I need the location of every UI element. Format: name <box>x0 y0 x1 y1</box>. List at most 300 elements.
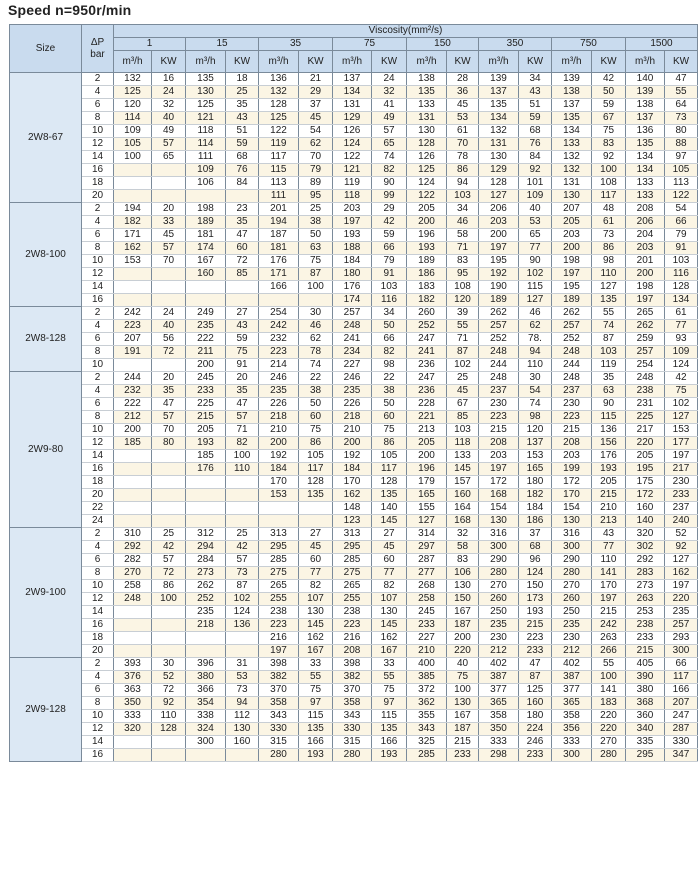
flow-cell <box>114 489 152 502</box>
flow-cell: 223 <box>552 411 592 424</box>
pressure-cell: 10 <box>82 125 114 138</box>
flow-cell: 212 <box>114 411 152 424</box>
flow-cell: 282 <box>114 554 152 567</box>
power-cell: 137 <box>519 437 552 450</box>
power-cell: 60 <box>372 554 407 567</box>
table-row <box>10 567 698 580</box>
power-cell: 68 <box>226 151 259 164</box>
flow-cell: 184 <box>333 463 372 476</box>
flow-cell: 358 <box>333 697 372 710</box>
power-unit-label: KW <box>665 51 698 73</box>
pressure-cell: 16 <box>82 463 114 476</box>
flow-cell: 217 <box>626 424 665 437</box>
flow-cell: 118 <box>186 125 226 138</box>
flow-cell: 135 <box>626 138 665 151</box>
flow-cell <box>114 294 152 307</box>
power-cell: 42 <box>665 372 698 385</box>
flow-cell: 133 <box>626 190 665 203</box>
power-cell <box>226 294 259 307</box>
flow-cell: 234 <box>333 346 372 359</box>
power-cell: 83 <box>447 554 479 567</box>
power-cell: 293 <box>665 632 698 645</box>
power-cell: 47 <box>152 398 186 411</box>
viscosity-value: 750 <box>552 38 626 51</box>
flow-cell: 382 <box>333 671 372 684</box>
power-cell: 61 <box>592 216 626 229</box>
power-cell: 53 <box>447 112 479 125</box>
flow-cell <box>259 515 299 528</box>
power-cell: 103 <box>447 190 479 203</box>
power-cell: 105 <box>665 164 698 177</box>
power-cell: 92 <box>152 697 186 710</box>
power-cell: 160 <box>447 489 479 502</box>
flow-cell <box>114 450 152 463</box>
power-cell: 166 <box>372 736 407 749</box>
flow-cell: 211 <box>186 346 226 359</box>
flow-cell: 292 <box>626 554 665 567</box>
power-cell: 70 <box>152 255 186 268</box>
power-cell: 187 <box>447 619 479 632</box>
power-cell: 59 <box>226 138 259 151</box>
power-cell: 145 <box>299 619 333 632</box>
flow-cell: 160 <box>186 268 226 281</box>
power-cell: 45 <box>447 99 479 112</box>
power-cell: 61 <box>447 125 479 138</box>
flow-cell: 294 <box>186 541 226 554</box>
power-cell: 34 <box>372 307 407 320</box>
power-cell: 88 <box>665 138 698 151</box>
flow-cell: 133 <box>552 138 592 151</box>
flow-cell: 277 <box>407 567 447 580</box>
power-cell: 55 <box>592 307 626 320</box>
flow-cell: 402 <box>552 658 592 671</box>
flow-cell: 376 <box>114 671 152 684</box>
power-cell: 117 <box>299 463 333 476</box>
power-cell: 153 <box>665 424 698 437</box>
flow-cell: 254 <box>259 307 299 320</box>
flow-cell: 137 <box>333 73 372 86</box>
flow-cell: 189 <box>186 216 226 229</box>
power-cell: 100 <box>299 281 333 294</box>
flow-cell: 210 <box>259 424 299 437</box>
flow-cell: 206 <box>626 216 665 229</box>
power-cell <box>152 619 186 632</box>
table-row <box>10 385 698 398</box>
flow-cell: 237 <box>552 385 592 398</box>
flow-cell: 189 <box>552 294 592 307</box>
flow-cell: 247 <box>407 372 447 385</box>
flow-cell: 174 <box>333 294 372 307</box>
pressure-cell: 22 <box>82 502 114 515</box>
flow-cell: 125 <box>186 99 226 112</box>
flow-cell: 238 <box>259 606 299 619</box>
power-cell: 94 <box>226 697 259 710</box>
power-cell <box>226 749 259 762</box>
flow-cell: 238 <box>333 606 372 619</box>
power-cell: 74 <box>519 398 552 411</box>
power-cell: 108 <box>592 177 626 190</box>
pump-size-cell: 2W9-128 <box>10 658 82 762</box>
power-cell: 46 <box>299 320 333 333</box>
table-row <box>10 86 698 99</box>
power-cell: 102 <box>226 593 259 606</box>
flow-cell <box>259 502 299 515</box>
flow-cell: 343 <box>259 710 299 723</box>
power-cell: 136 <box>226 619 259 632</box>
flow-cell: 316 <box>552 528 592 541</box>
viscosity-value: 350 <box>479 38 552 51</box>
power-cell: 116 <box>372 294 407 307</box>
table-row <box>10 372 698 385</box>
power-cell: 197 <box>592 593 626 606</box>
power-cell: 89 <box>299 177 333 190</box>
flow-cell: 249 <box>186 307 226 320</box>
flow-cell: 206 <box>479 203 519 216</box>
flow-cell: 155 <box>407 502 447 515</box>
flow-unit-label: m³/h <box>186 51 226 73</box>
power-cell: 103 <box>592 346 626 359</box>
flow-cell: 297 <box>407 541 447 554</box>
flow-cell: 402 <box>479 658 519 671</box>
flow-cell <box>114 632 152 645</box>
power-cell: 79 <box>372 255 407 268</box>
power-cell: 207 <box>665 697 698 710</box>
power-cell: 117 <box>665 671 698 684</box>
flow-cell: 370 <box>333 684 372 697</box>
flow-cell: 138 <box>626 99 665 112</box>
flow-cell: 131 <box>479 138 519 151</box>
power-cell: 130 <box>226 723 259 736</box>
flow-cell: 218 <box>259 411 299 424</box>
power-cell <box>152 359 186 372</box>
power-cell: 140 <box>372 502 407 515</box>
power-cell: 135 <box>592 294 626 307</box>
power-cell: 63 <box>299 242 333 255</box>
power-cell: 59 <box>519 112 552 125</box>
power-cell: 84 <box>226 177 259 190</box>
power-cell: 110 <box>592 268 626 281</box>
flow-cell: 236 <box>407 359 447 372</box>
power-cell: 280 <box>592 749 626 762</box>
flow-cell: 124 <box>333 138 372 151</box>
power-cell: 166 <box>665 684 698 697</box>
viscosity-value: 75 <box>333 38 407 51</box>
pressure-cell: 4 <box>82 671 114 684</box>
table-row <box>10 723 698 736</box>
flow-cell: 170 <box>259 476 299 489</box>
flow-cell: 128 <box>407 138 447 151</box>
power-cell: 300 <box>665 645 698 658</box>
power-cell: 98 <box>372 359 407 372</box>
flow-cell: 358 <box>259 697 299 710</box>
pressure-cell: 16 <box>82 164 114 177</box>
flow-cell: 280 <box>259 749 299 762</box>
power-cell: 67 <box>447 398 479 411</box>
power-cell: 103 <box>447 424 479 437</box>
flow-cell: 192 <box>479 268 519 281</box>
power-cell: 40 <box>519 203 552 216</box>
flow-cell: 377 <box>552 684 592 697</box>
power-cell: 84 <box>519 151 552 164</box>
power-cell: 65 <box>519 229 552 242</box>
power-cell: 57 <box>152 242 186 255</box>
power-cell: 57 <box>152 554 186 567</box>
power-cell: 91 <box>372 268 407 281</box>
flow-cell: 284 <box>186 554 226 567</box>
flow-cell: 335 <box>626 736 665 749</box>
viscosity-value: 1500 <box>626 38 698 51</box>
flow-cell: 204 <box>626 229 665 242</box>
power-cell: 193 <box>372 749 407 762</box>
power-unit-label: KW <box>226 51 259 73</box>
power-cell: 130 <box>447 580 479 593</box>
power-cell: 18 <box>226 73 259 86</box>
flow-cell: 248 <box>114 593 152 606</box>
power-cell <box>152 281 186 294</box>
power-cell: 91 <box>226 359 259 372</box>
power-cell: 167 <box>372 645 407 658</box>
power-cell: 45 <box>372 541 407 554</box>
table-row <box>10 359 698 372</box>
power-cell: 135 <box>299 723 333 736</box>
flow-unit-label: m³/h <box>479 51 519 73</box>
flow-cell: 185 <box>186 450 226 463</box>
power-cell: 58 <box>447 541 479 554</box>
flow-cell: 134 <box>552 125 592 138</box>
flow-cell: 260 <box>407 307 447 320</box>
power-cell: 35 <box>152 385 186 398</box>
power-cell <box>152 632 186 645</box>
power-cell: 27 <box>372 528 407 541</box>
power-cell: 42 <box>152 541 186 554</box>
power-cell: 124 <box>519 567 552 580</box>
power-cell <box>226 489 259 502</box>
power-cell: 93 <box>665 333 698 346</box>
flow-cell: 237 <box>479 385 519 398</box>
pressure-cell: 6 <box>82 333 114 346</box>
flow-cell: 207 <box>114 333 152 346</box>
power-cell: 25 <box>447 372 479 385</box>
power-cell: 25 <box>299 203 333 216</box>
power-cell: 74 <box>299 359 333 372</box>
power-cell: 215 <box>592 489 626 502</box>
power-cell: 180 <box>519 710 552 723</box>
power-cell: 68 <box>519 125 552 138</box>
flow-cell: 126 <box>333 125 372 138</box>
power-cell: 33 <box>372 658 407 671</box>
table-row <box>10 515 698 528</box>
flow-cell: 160 <box>626 502 665 515</box>
flow-cell: 191 <box>114 346 152 359</box>
flow-cell: 245 <box>407 606 447 619</box>
power-cell: 100 <box>592 164 626 177</box>
power-cell: 135 <box>372 723 407 736</box>
flow-cell: 254 <box>626 359 665 372</box>
power-cell: 230 <box>665 476 698 489</box>
flow-cell <box>114 164 152 177</box>
power-cell: 220 <box>592 723 626 736</box>
flow-cell: 382 <box>259 671 299 684</box>
flow-cell: 170 <box>333 476 372 489</box>
power-cell: 59 <box>372 229 407 242</box>
power-cell: 134 <box>665 294 698 307</box>
flow-cell: 200 <box>114 424 152 437</box>
flow-cell: 140 <box>626 515 665 528</box>
power-cell: 77 <box>665 320 698 333</box>
power-cell: 73 <box>592 229 626 242</box>
power-cell: 153 <box>519 450 552 463</box>
power-cell: 35 <box>226 385 259 398</box>
flow-cell: 193 <box>333 229 372 242</box>
pressure-cell: 12 <box>82 138 114 151</box>
flow-cell: 313 <box>333 528 372 541</box>
power-cell: 57 <box>152 411 186 424</box>
flow-cell: 315 <box>333 736 372 749</box>
flow-unit-label: m³/h <box>333 51 372 73</box>
power-cell: 125 <box>519 684 552 697</box>
power-cell: 128 <box>372 476 407 489</box>
pressure-cell: 16 <box>82 749 114 762</box>
flow-cell: 196 <box>407 463 447 476</box>
power-cell: 62 <box>519 320 552 333</box>
flow-cell: 315 <box>259 736 299 749</box>
power-cell: 60 <box>299 554 333 567</box>
power-cell: 40 <box>447 658 479 671</box>
flow-cell: 400 <box>407 658 447 671</box>
flow-cell: 225 <box>186 398 226 411</box>
flow-cell: 252 <box>479 333 519 346</box>
performance-table <box>9 24 698 762</box>
flow-cell: 118 <box>333 190 372 203</box>
flow-cell: 285 <box>333 554 372 567</box>
power-cell: 35 <box>226 216 259 229</box>
power-cell: 122 <box>665 190 698 203</box>
flow-cell: 248 <box>552 372 592 385</box>
flow-cell <box>114 749 152 762</box>
power-cell: 67 <box>592 112 626 125</box>
flow-cell: 248 <box>479 372 519 385</box>
power-cell: 27 <box>226 307 259 320</box>
power-cell: 186 <box>519 515 552 528</box>
table-row <box>10 99 698 112</box>
flow-cell: 197 <box>479 463 519 476</box>
power-cell: 24 <box>372 73 407 86</box>
flow-cell: 210 <box>407 645 447 658</box>
power-cell: 75 <box>372 684 407 697</box>
power-cell: 130 <box>299 606 333 619</box>
flow-cell: 287 <box>407 554 447 567</box>
flow-cell: 262 <box>186 580 226 593</box>
power-cell: 43 <box>226 320 259 333</box>
viscosity-values-row <box>10 38 698 51</box>
flow-cell: 122 <box>333 151 372 164</box>
power-cell: 30 <box>519 372 552 385</box>
flow-cell: 128 <box>479 177 519 190</box>
flow-cell: 222 <box>186 333 226 346</box>
flow-cell: 325 <box>407 736 447 749</box>
flow-cell: 405 <box>626 658 665 671</box>
power-cell: 215 <box>447 736 479 749</box>
power-cell <box>226 515 259 528</box>
flow-cell: 350 <box>114 697 152 710</box>
power-cell: 97 <box>665 151 698 164</box>
flow-cell: 114 <box>186 138 226 151</box>
flow-cell: 119 <box>259 138 299 151</box>
flow-cell: 387 <box>552 671 592 684</box>
flow-cell: 262 <box>479 307 519 320</box>
power-cell <box>299 502 333 515</box>
power-cell: 42 <box>592 73 626 86</box>
power-cell: 54 <box>519 385 552 398</box>
flow-cell: 218 <box>333 411 372 424</box>
pressure-cell: 14 <box>82 450 114 463</box>
power-cell: 30 <box>299 307 333 320</box>
power-cell: 22 <box>299 372 333 385</box>
power-cell: 193 <box>519 606 552 619</box>
power-cell: 102 <box>519 268 552 281</box>
flow-cell: 223 <box>114 320 152 333</box>
flow-cell: 338 <box>186 710 226 723</box>
flow-cell: 365 <box>552 697 592 710</box>
flow-cell: 137 <box>479 86 519 99</box>
power-cell: 82 <box>226 437 259 450</box>
flow-cell: 368 <box>626 697 665 710</box>
flow-cell: 198 <box>552 255 592 268</box>
flow-cell: 203 <box>552 229 592 242</box>
flow-cell: 226 <box>333 398 372 411</box>
flow-cell: 201 <box>626 255 665 268</box>
power-cell: 200 <box>447 632 479 645</box>
power-cell: 110 <box>152 710 186 723</box>
power-cell: 184 <box>519 502 552 515</box>
flow-cell: 189 <box>407 255 447 268</box>
flow-cell: 313 <box>259 528 299 541</box>
power-cell: 75 <box>299 684 333 697</box>
flow-cell: 205 <box>552 216 592 229</box>
power-cell: 183 <box>592 697 626 710</box>
power-cell: 62 <box>299 333 333 346</box>
power-cell: 157 <box>447 476 479 489</box>
flow-cell: 186 <box>407 268 447 281</box>
power-unit-label: KW <box>519 51 552 73</box>
flow-cell: 192 <box>333 450 372 463</box>
flow-cell: 233 <box>186 385 226 398</box>
pressure-cell: 20 <box>82 645 114 658</box>
power-cell: 115 <box>519 281 552 294</box>
flow-cell: 175 <box>626 476 665 489</box>
power-cell: 20 <box>152 372 186 385</box>
power-cell: 87 <box>592 333 626 346</box>
flow-cell: 134 <box>333 86 372 99</box>
power-cell: 215 <box>519 619 552 632</box>
power-cell: 165 <box>519 463 552 476</box>
flow-cell: 246 <box>333 372 372 385</box>
power-cell: 60 <box>226 242 259 255</box>
power-cell: 82 <box>299 580 333 593</box>
power-cell: 55 <box>372 671 407 684</box>
power-cell: 156 <box>592 437 626 450</box>
flow-cell <box>114 515 152 528</box>
flow-cell: 127 <box>479 190 519 203</box>
flow-cell: 135 <box>407 86 447 99</box>
flow-cell: 176 <box>259 255 299 268</box>
power-cell: 160 <box>226 736 259 749</box>
pressure-cell: 18 <box>82 476 114 489</box>
flow-cell <box>186 515 226 528</box>
power-cell: 263 <box>592 632 626 645</box>
power-cell: 38 <box>299 385 333 398</box>
power-cell: 105 <box>372 450 407 463</box>
